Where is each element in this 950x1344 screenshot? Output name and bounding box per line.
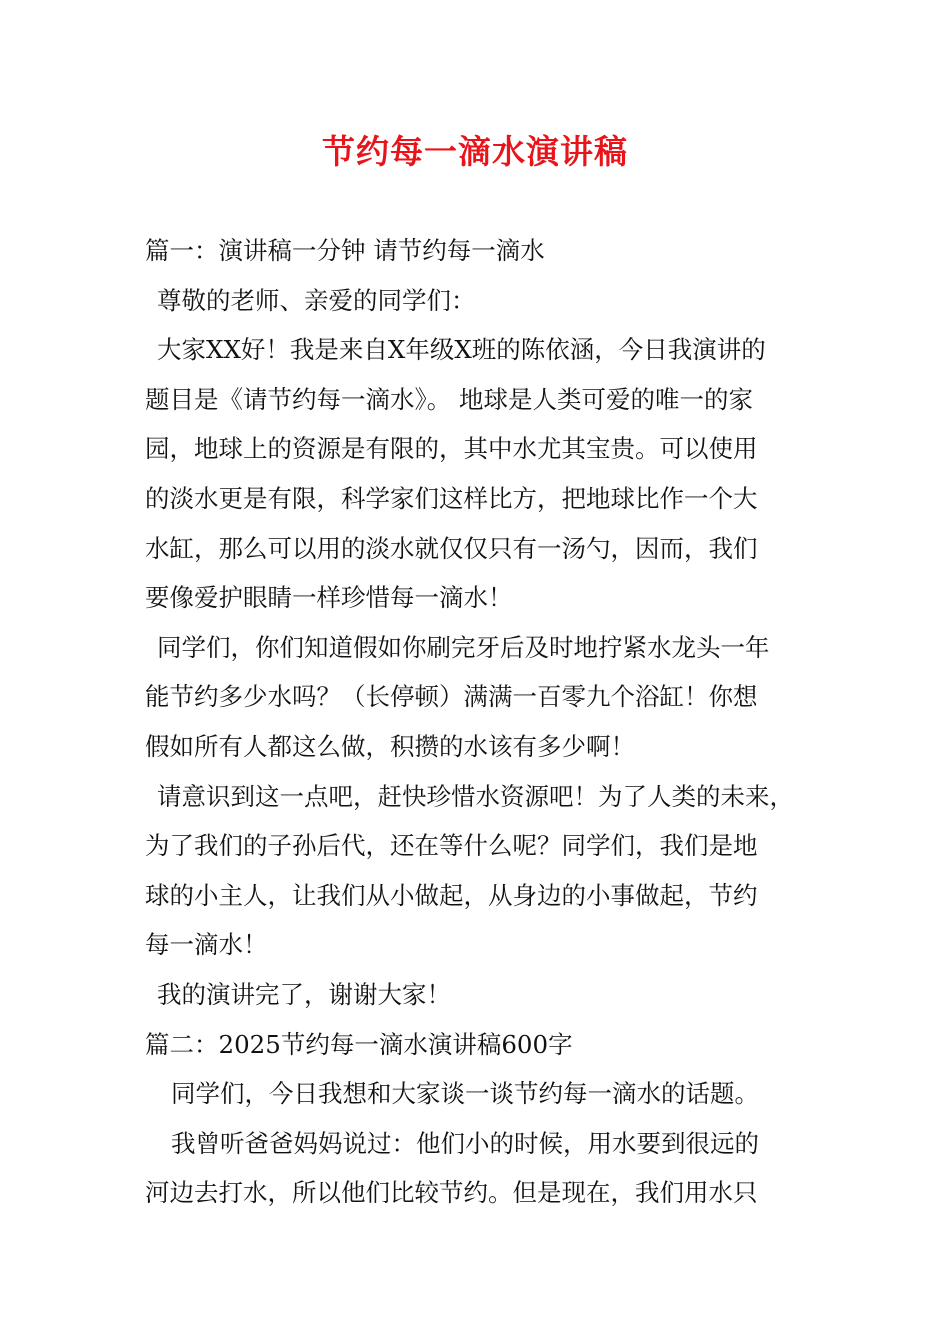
section-heading: 篇二：2025节约每一滴水演讲稿600字	[145, 1029, 573, 1059]
paragraph-line: 河边去打水，所以他们比较节约。但是现在，我们用水只	[145, 1178, 758, 1208]
document-title: 节约每一滴水演讲稿	[322, 132, 628, 171]
closing-line: 我的演讲完了，谢谢大家！	[157, 979, 451, 1009]
document-body	[145, 226, 813, 1218]
paragraph-line: 我曾听爸爸妈妈说过：他们小的时候，用水要到很远的	[171, 1128, 759, 1158]
section-heading: 篇一：演讲稿一分钟 请节约每一滴水	[145, 236, 545, 265]
paragraph-line: 园，地球上的资源是有限的，其中水尤其宝贵。可以使用	[145, 434, 758, 464]
paragraph-line: 能节约多少水吗？（长停顿）满满一百零九个浴缸！你想	[145, 682, 758, 712]
paragraph-line: 请意识到这一点吧，赶快珍惜水资源吧！为了人类的未来，	[157, 781, 794, 811]
paragraph-line: 大家XX好！我是来自X年级X班的陈依涵，今日我演讲的	[157, 335, 766, 365]
paragraph-line: 要像爱护眼睛一样珍惜每一滴水！	[145, 583, 513, 613]
salutation-line: 尊敬的老师、亲爱的同学们：	[157, 285, 476, 315]
paragraph-line: 水缸，那么可以用的淡水就仅仅只有一汤勺，因而，我们	[145, 533, 758, 563]
paragraph-line: 假如所有人都这么做，积攒的水该有多少啊！	[145, 731, 635, 761]
paragraph-line: 球的小主人，让我们从小做起，从身边的小事做起，节约	[145, 880, 758, 910]
paragraph-line: 题目是《请节约每一滴水》。 地球是人类可爱的唯一的家	[145, 384, 754, 414]
paragraph-line: 为了我们的子孙后代，还在等什么呢？同学们，我们是地	[145, 831, 758, 861]
paragraph-line: 同学们，今日我想和大家谈一谈节约每一滴水的话题。	[171, 1079, 759, 1109]
paragraph-line: 每一滴水！	[145, 930, 268, 960]
paragraph-line: 同学们，你们知道假如你刷完牙后及时地拧紧水龙头一年	[157, 632, 770, 662]
paragraph-line: 的淡水更是有限，科学家们这样比方，把地球比作一个大	[145, 483, 758, 513]
